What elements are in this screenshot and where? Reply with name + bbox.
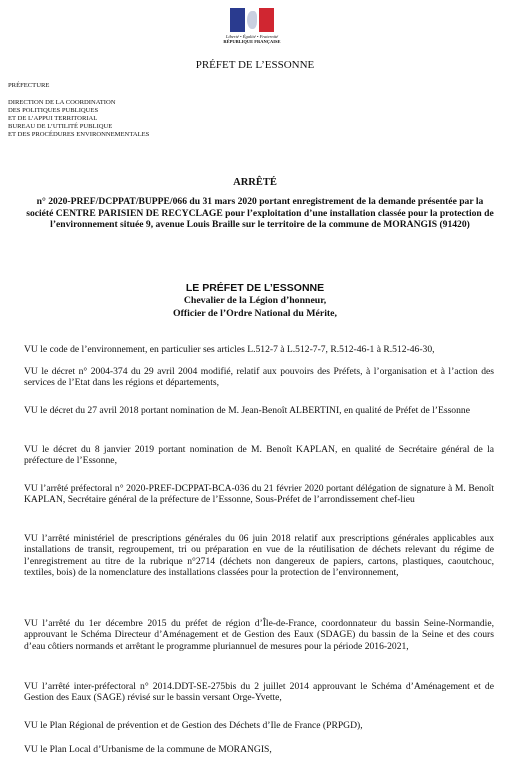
emblem-republic: RÉPUBLIQUE FRANÇAISE [223,39,281,44]
visa-paragraph: VU le décret du 27 avril 2018 portant nomination de M. Jean-Benoît ALBERTINI, en qualité de Préfet de l’Essonne [24,405,470,416]
prefecture-label: PRÉFECTURE [8,82,50,89]
visa-paragraph: VU le Plan Régional de prévention et de Gestion des Déchets d’Ile de France (PRPGD), [24,720,363,731]
visa-paragraph: VU le code de l’environnement, en particulier ses articles L.512-7 à L.512-7-7, R.512-46-1 à R.512-46-30, [24,344,435,355]
arrete-description: n° 2020-PREF/DCPPAT/BUPPE/066 du 31 mars 2020 portant enregistrement de la demande présentée par la société CENTRE PARISIEN DE RECYCLAGE pour l’exploitation d’une installation classée pour la protection de l’environnement située 9, avenue Louis Braille sur le territoire de la commune de MORANGIS (91420) [26,196,494,230]
visa-paragraph: VU l’arrêté inter-préfectoral n° 2014.DDT-SE-275bis du 2 juillet 2014 approuvant le Schéma d’Aménagement et de Gestion des Eaux (SAGE) révisé sur le bassin versant Orge-Yvette, [24,681,494,704]
authority-honor-2: Officier de l’Ordre National du Mérite, [173,308,337,319]
visa-paragraph: VU le décret n° 2004-374 du 29 avril 2004 modifié, relatif aux pouvoirs des Préfets, à l’organisation et à l’action des services de l’Etat dans les régions et départements, [24,366,494,389]
emblem-motto: Liberté • Égalité • Fraternité [225,34,279,39]
direction-line: ET DES PROCÉDURES ENVIRONNEMENTALES [8,131,150,138]
visa-paragraph: VU l’arrêté du 1er décembre 2015 du préfet de région d’Île-de-France, coordonnateur du bassin Seine-Normandie, approuvant le Schéma Directeur d’Aménagement et de Gestion des Eaux (SDAGE) du bassin de la Seine et des cours d’eau côtiers normands et arrêtant le programme pluriannuel de mesures pour la période 2016-2021, [24,618,494,652]
direction-line: DIRECTION DE LA COORDINATION [8,99,116,106]
direction-line: BUREAU DE L’UTILITÉ PUBLIQUE [8,123,113,130]
republic-emblem [222,8,282,44]
arrete-title: ARRÊTÉ [233,177,277,188]
authority-honor-1: Chevalier de la Légion d’honneur, [183,295,327,306]
visa-paragraph: VU l’arrêté ministériel de prescriptions générales du 06 juin 2018 relatif aux prescriptions générales applicables aux installations de transit, regroupement, tri ou préparation en vue de la réutilisation de déchets relevant du régime de l’enregistrement au titre de la rubrique n°2714 (déchets non dangereux de papiers, cartons, plastiques, caoutchouc, textiles, bois) de la nomenclature des installations classées pour la protection de l’environnement, [24,533,494,579]
authority-heading: LE PRÉFET DE L’ESSONNE [185,282,325,294]
marianne-flag-icon [230,8,274,32]
direction-line: ET DE L’APPUI TERRITORIAL [8,115,98,122]
direction-line: DES POLITIQUES PUBLIQUES [8,107,99,114]
visa-paragraph: VU l’arrêté préfectoral n° 2020-PREF-DCPPAT-BCA-036 du 21 février 2020 portant délégation de signature à M. Benoît KAPLAN, Secrétaire général de la préfecture de l’Essonne, Sous-Préfet de l’arrondissement chef-lieu [24,483,494,506]
visa-paragraph: VU le Plan Local d’Urbanisme de la commune de MORANGIS, [24,744,272,755]
issuing-services [8,82,149,139]
prefect-title: PRÉFET DE L’ESSONNE [195,59,315,71]
visa-paragraph: VU le décret du 8 janvier 2019 portant nomination de M. Benoît KAPLAN, en qualité de Secrétaire général de la préfecture de l’Essonne, [24,444,494,467]
